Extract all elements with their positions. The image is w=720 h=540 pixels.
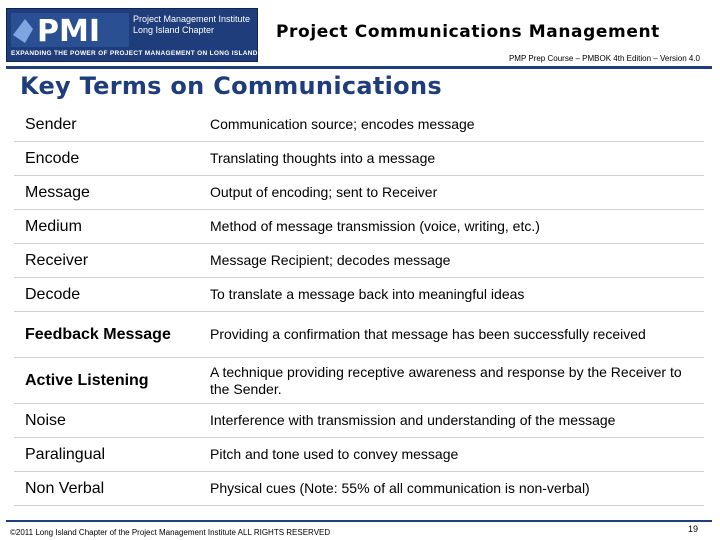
definition-cell: Translating thoughts into a message bbox=[210, 150, 436, 166]
table-row bbox=[14, 312, 704, 358]
term-cell: Receiver bbox=[25, 251, 89, 269]
definition-cell: Method of message transmission (voice, writing, etc.) bbox=[210, 218, 540, 234]
table-row bbox=[14, 108, 704, 142]
term-cell: Medium bbox=[25, 217, 82, 235]
logo-mark-text: PMI bbox=[37, 14, 101, 47]
pmi-logo-mark bbox=[11, 13, 129, 47]
term-cell: Message bbox=[25, 183, 90, 201]
term-cell: Non Verbal bbox=[25, 479, 105, 497]
definition-cell: To translate a message back into meaningful ideas bbox=[210, 286, 525, 302]
logo-tagline: EXPANDING THE POWER OF PROJECT MANAGEMENT ON LONG ISLAND bbox=[11, 50, 258, 57]
table-row bbox=[14, 472, 704, 506]
table-row bbox=[14, 142, 704, 176]
definition-cell: A technique providing receptive awareness and response by the Receiver to the Sender. bbox=[210, 363, 682, 397]
definition-cell: Physical cues (Note: 55% of all communication is non-verbal) bbox=[210, 480, 590, 496]
slide-title: Key Terms on Communications bbox=[20, 72, 442, 100]
header-divider bbox=[6, 66, 712, 69]
term-cell: Feedback Message bbox=[25, 325, 171, 343]
deck-subtitle: PMP Prep Course – PMBOK 4th Edition – Version 4.0 bbox=[508, 54, 700, 63]
chapter-line1: Project Management Institute bbox=[133, 14, 251, 24]
copyright-notice: ©2011 Long Island Chapter of the Project Management Institute ALL RIGHTS RESERVED bbox=[10, 528, 331, 537]
table-row bbox=[14, 438, 704, 472]
pmi-logo bbox=[6, 8, 258, 62]
definition-cell: Interference with transmission and understanding of the message bbox=[210, 412, 616, 428]
term-cell: Noise bbox=[25, 411, 66, 429]
deck-title: Project Communications Management bbox=[276, 22, 660, 42]
page-number: 19 bbox=[687, 524, 698, 534]
footer-divider bbox=[6, 520, 712, 522]
table-row bbox=[14, 210, 704, 244]
definition-cell: Message Recipient; decodes message bbox=[210, 252, 451, 268]
table-row bbox=[14, 404, 704, 438]
term-cell: Sender bbox=[25, 115, 77, 133]
definition-cell: Providing a confirmation that message has been successfully received bbox=[210, 326, 646, 342]
table-row bbox=[14, 176, 704, 210]
definition-cell: Communication source; encodes message bbox=[210, 116, 475, 132]
definition-cell: Output of encoding; sent to Receiver bbox=[210, 184, 438, 200]
table-row bbox=[14, 244, 704, 278]
definition-cell: Pitch and tone used to convey message bbox=[210, 446, 459, 462]
logo-chapter-text bbox=[133, 14, 250, 36]
term-cell: Paralingual bbox=[25, 445, 106, 463]
table-row bbox=[14, 358, 704, 404]
chapter-line2: Long Island Chapter bbox=[133, 25, 215, 35]
terms-table bbox=[14, 108, 704, 506]
table-row bbox=[14, 278, 704, 312]
term-cell: Encode bbox=[25, 149, 80, 167]
term-cell: Decode bbox=[25, 285, 81, 303]
term-cell: Active Listening bbox=[25, 371, 149, 389]
